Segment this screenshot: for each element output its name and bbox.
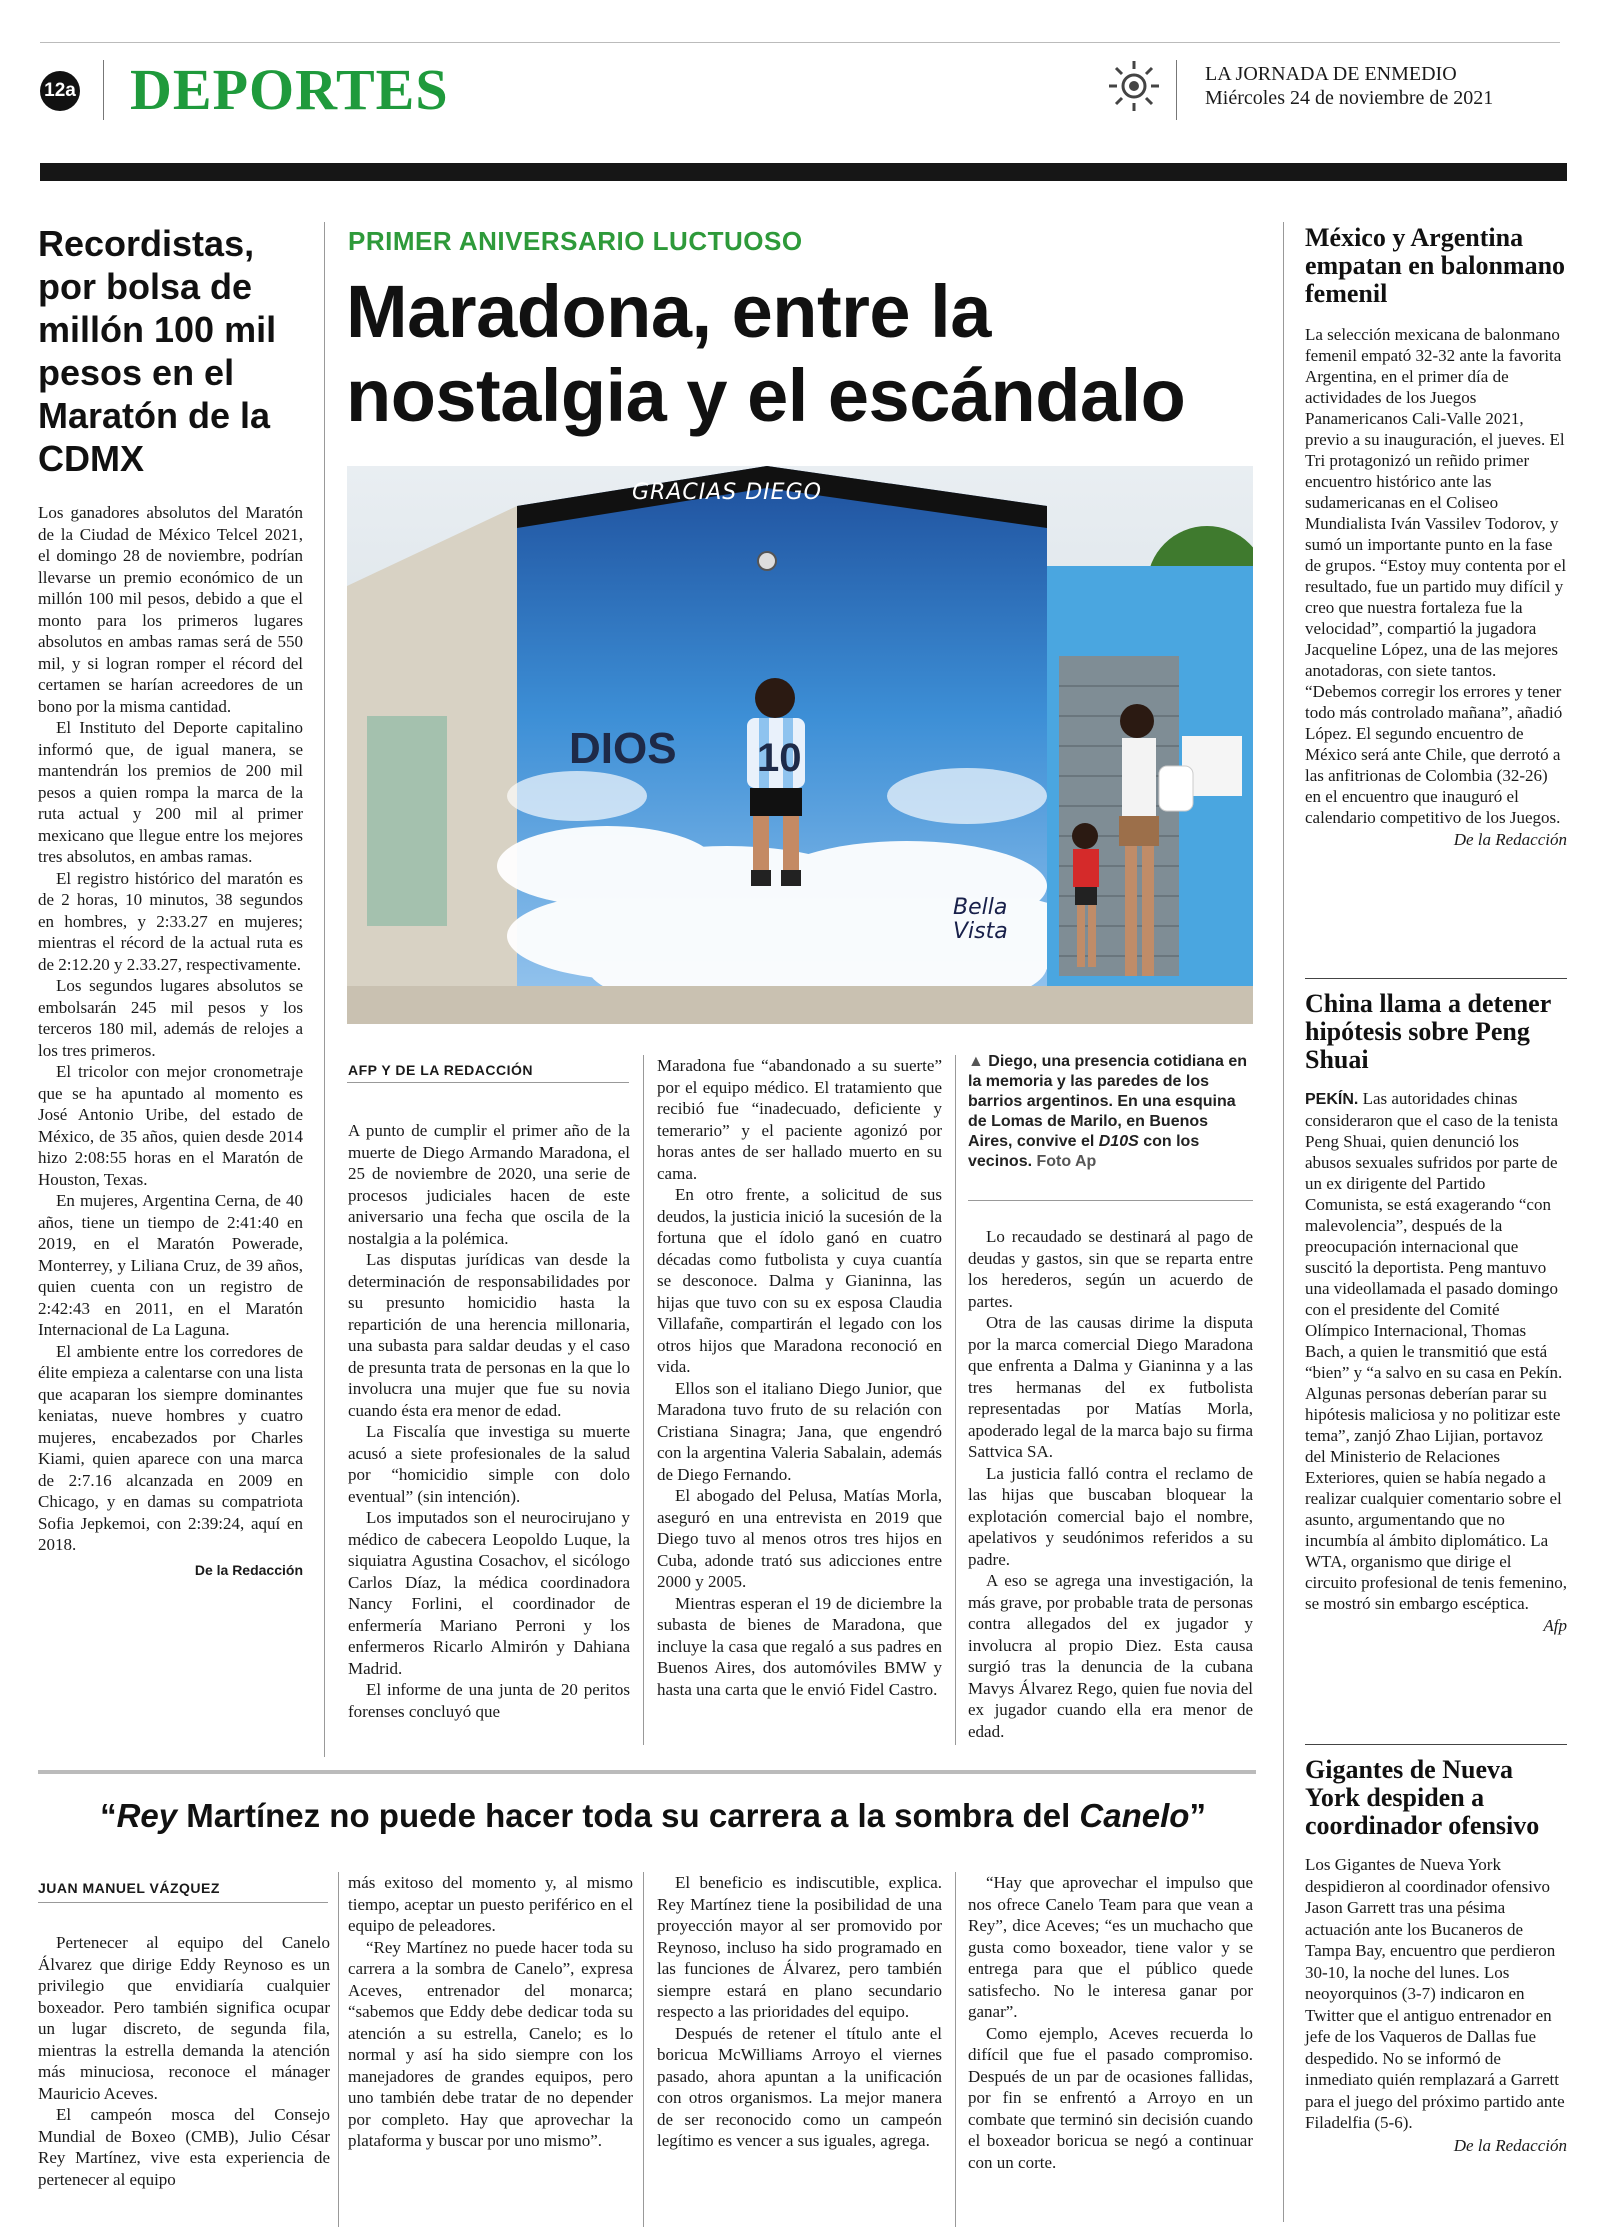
paragraph: Como ejemplo, Aceves recuerda lo difícil que fue el pasado compromiso. Después de un par de ocasiones fallidas, por fin se enfrentó a Arroyo en un combate que terminó sin decisión cuando el boxeador boricua se negó a continuar con un corte.	[968, 2023, 1253, 2172]
photo-caption	[968, 1052, 1253, 1172]
caption-tail: con los vecinos.	[968, 1133, 1200, 1170]
side-signature: Afp	[1543, 1616, 1567, 1635]
paragraph: En mujeres, Argentina Cerna, de 40 años, tiene un tiempo de 2:41:40 en 2019, en el Maratón Powerade, Monterrey, y Liliana Cruz, de 39 años, quien cuenta con un registro de 2:42:43 en 2011, en el Maratón Internacional de La Laguna.	[38, 1191, 303, 1339]
publication-name: LA JORNADA DE ENMEDIO	[1205, 63, 1457, 85]
mural-text-dios: DIOS	[569, 724, 677, 773]
paragraph: Lo recaudado se destinará al pago de deudas y gastos, sin que se reparta entre los herederos, según un acuerdo de partes.	[968, 1227, 1253, 1311]
main-col-3	[968, 1226, 1253, 1742]
caption-em: D10S	[1098, 1133, 1139, 1150]
main-headline: Maradona, entre la nostalgia y el escándalo	[346, 270, 1186, 437]
issue-date: Miércoles 24 de noviembre de 2021	[1205, 87, 1494, 109]
side-headline: Gigantes de Nueva York despiden a coordinador ofensivo	[1305, 1755, 1540, 1840]
left-article-signature: De la Redacción	[194, 1561, 303, 1578]
main-photo	[347, 466, 1253, 1024]
left-article	[38, 222, 303, 1578]
bottom-headline	[38, 1796, 1268, 1836]
paragraph: El informe de una junta de 20 peritos forenses concluyó que	[348, 1680, 630, 1721]
side-body: La selección mexicana de balonmano femenil empató 32-32 ante la favorita Argentina, en el primer día de actividades de los Juegos Panamericanos Cali-Valle 2021, previo a su inauguración, el jueves. El Tri protagonizó un reñido primer encuentro histórico ante las sudamericanas en el Coliseo Mundialista Iván Vassilev Todorov, y sumó un importante punto en la fase de grupos. “Estoy muy contenta por el resultado, fue un partido muy difícil y creo que nuestra fortaleza fue la velocidad”, compartió la jugadora Jacqueline López, una de las mejores anotadoras, con siete tantos. “Debemos corregir los errores y tener todo más controlado mañana”, añadió López. El segundo encuentro de México será ante Chile, que derrotó a las anfitrionas de Colombia (32-26) en el encuentro que inauguró el calendario competitivo de los Juegos.	[1305, 325, 1567, 827]
paragraph: A punto de cumplir el primer año de la muerte de Diego Armando Maradona, el 25 de noviembre de 2020, una serie de procesos judiciales hacen de este aniversario una fecha que oscila de la nostalgia a la polémica.	[348, 1121, 630, 1248]
headline-em-rey: Rey	[116, 1797, 178, 1834]
header-band	[40, 163, 1567, 181]
paragraph: El ambiente entre los corredores de élite empieza a calentarse con una lista que acaparan los siempre dominantes keniatas, nueve hombres y cuatro mujeres, encabezados por Charles Kiami, quien aparece con una marca de 2:7.16 alcanzada en 2009 en Chicago, y en damas su compatriota Sofia Jepkemoi, con 2:39:24, aquí en 2018.	[38, 1341, 303, 1554]
paragraph: El Instituto del Deporte capitalino informó que, de igual manera, se mantendrán los premios de 200 mil pesos a quien rompa la marca de la ruta actual y 200 mil al primer mexicano que llegue entre los mejores tres absolutos, en ambas ramas.	[38, 718, 303, 866]
paragraph: El abogado del Pelusa, Matías Morla, aseguró en una entrevista en 2019 que Diego tuvo al menos otros tres hijos en Cuba, adonde trató sus adicciones entre 2000 y 2005.	[657, 1486, 942, 1591]
main-article-credit: AFP Y DE LA REDACCIÓN	[348, 1062, 534, 1078]
bottom-author: JUAN MANUEL VÁZQUEZ	[38, 1880, 220, 1896]
left-article-body	[38, 502, 303, 1556]
paragraph: Después de retener el título ante el boricua McWilliams Arroyo el viernes pasado, ahora apuntan a la unificación con otros organismos. La mejor manera de ser reconocido como un campeón legítimo es vencer a sus iguales, agrega.	[657, 2023, 942, 2150]
side-body-text: Las autoridades chinas consideraron que el caso de la tenista Peng Shuai, quien denunció los abusos sexuales sufridos por parte de un ex dirigente del Partido Comunista, se está exagerando “con malevolencia”, después de la preocupación internacional que suscitó la deportista. Peng mantuvo una videollamada el pasado domingo con el presidente del Comité Olímpico Internacional, Thomas Bach, a quien le transmitió que está “bien” y “a salvo en su casa en Pekín. Algunas personas deberían parar su hipótesis maliciosa y no politizar este tema”, zanjó Zhao Lijian, portavoz del Ministerio de Relaciones Exteriores, quien se había negado a realizar cualquier comentario sobre el asunto, argumentando que no incumbía al ámbito diplomático. La WTA, organismo que dirige el circuito profesional de tenis femenino, se mostró sin embargo escéptica.	[1305, 1089, 1567, 1613]
dateline: PEKÍN.	[1305, 1091, 1359, 1108]
side-body: Los Gigantes de Nueva York despidieron al coordinador ofensivo Jason Garrett tras una pésima actuación ante los Bucaneros de Tampa Bay, encuentro que perdieron 30-10, la noche del lunes. Los neoyorquinos (3-7) indicaron en Twitter que el antiguo entrenador en jefe de los Vaqueros de Dallas fue despedido. No se informó de inmediato quién remplazará a Garrett para el juego del próximo partido ante Filadelfia (5-6).	[1305, 1855, 1565, 2132]
quote-open: “	[100, 1797, 117, 1834]
mural-text-corner: Bella Vista	[953, 895, 1008, 944]
paragraph: A eso se agrega una investigación, la más grave, por probable trata de personas contra allegados del ex jugador y involucra al propio Diez. Esta causa surgió tras la denuncia de la cubana Mavys Álvarez Rego, quien fue novia del ex jugador cuando ella era menor de edad.	[968, 1571, 1253, 1741]
caption-triangle-icon: ▲	[968, 1053, 984, 1070]
mural-shirt-number: 10	[757, 736, 802, 780]
bottom-col-2	[348, 1872, 633, 2152]
caption-credit: Foto Ap	[1036, 1153, 1097, 1170]
bottom-col-3	[657, 1872, 942, 2152]
bottom-col-4	[968, 1872, 1253, 2173]
side-body	[1305, 1088, 1567, 1614]
side-article-giants	[1305, 1756, 1567, 2156]
side-article-handball	[1305, 224, 1567, 850]
paragraph: Otra de las causas dirime la disputa por la marca comercial Diego Maradona que enfrenta a Dalma y Gianinna y a las tres hermanas del ex futbolista representadas por Matías Morla, apoderado legal de la marca bajo su firma Sattvica SA.	[968, 1313, 1253, 1461]
paragraph: El tricolor con mejor cronometraje que se ha apuntado al momento es José Antonio Uribe, del estado de México, de 35 años, quien desde 2014 hizo 2:08:55 horas en el Maratón de Houston, Texas.	[38, 1062, 303, 1189]
paragraph: Los segundos lugares absolutos se embolsarán 245 mil pesos y los terceros 180 mil, además de relojes a los tres primeros.	[38, 976, 303, 1060]
mural-text-top: GRACIAS DIEGO	[632, 480, 822, 505]
paragraph: “Rey Martínez no puede hacer toda su carrera a la sombra de Canelo”, expresa Aceves, entrenador del monarca; “sabemos que Eddy debe dedicar toda su atención a su estrella, Canelo; es lo normal y así ha sido siempre con los manejadores de grandes equipos, pero uno también debe tratar de no depender por completo. Hay que aprovechar la plataforma y buscar por uno mismo”.	[348, 1937, 633, 2150]
paragraph: Los imputados son el neurocirujano y médico de cabecera Leopoldo Luque, la siquiatra Agustina Cosachov, el sicólogo Carlos Díaz, la médica coordinadora Nancy Forlini, el coordinador de enfermería Mariano Perroni y los enfermeros Ricarlo Almirón y Dahiana Madrid.	[348, 1508, 630, 1678]
side-article-peng	[1305, 990, 1567, 1636]
side-headline: China llama a detener hipótesis sobre Peng Shuai	[1305, 989, 1551, 1074]
paragraph: En otro frente, a solicitud de sus deudos, la justicia inició la sucesión de la fortuna que el ídolo ganó en cuatro décadas como futbolista y cuya cuantía se desconoce. Dalma y Gianinna, las hijas que tuvo con su ex esposa Claudia Villafañe, compartirán el legado con los otros hijos que Maradona reconoció en vida.	[657, 1185, 942, 1376]
paragraph: El registro histórico del maratón es de 2 horas, 10 minutos, 38 segundos en hombres, y 2:33.27 en mujeres; mientras el récord de la actual ruta es de 2:12.20 y 2.33.27, respectivamente.	[38, 868, 303, 974]
side-headline: México y Argentina empatan en balonmano femenil	[1305, 223, 1566, 308]
left-article-headline: Recordistas, por bolsa de millón 100 mil pesos en el Maratón de la CDMX	[38, 223, 277, 479]
side-signature: De la Redacción	[1453, 830, 1567, 849]
main-col-1	[348, 1120, 630, 1722]
paragraph: más exitoso del momento y, al mismo tiempo, aceptar un puesto periférico en el equipo de peleadores.	[348, 1873, 633, 1935]
quote-close: ”	[1189, 1797, 1206, 1834]
caption-text: Diego, una presencia cotidiana en la memoria y las paredes de los barrios argentinos. En una esquina de Lomas de Marilo, en Buenos Aires, convive el	[968, 1053, 1248, 1150]
headline-mid: Martínez no puede hacer toda su carrera a la sombra del	[177, 1797, 1080, 1834]
sun-logo-icon	[1106, 58, 1162, 114]
page-number: 12a	[44, 80, 76, 101]
main-col-2	[657, 1055, 942, 1700]
paragraph: Maradona fue “abandonado a su suerte” por el equipo médico. El tratamiento que recibió fue “inadecuado, deficiente y temerario” y el paciente agonizó por horas antes de ser hallado muerto en su cama.	[657, 1056, 942, 1183]
side-signature: De la Redacción	[1453, 2135, 1567, 2155]
paragraph: El beneficio es indiscutible, explica. Rey Martínez tiene la posibilidad de una proyección mayor al ser promovido por Reynoso, incluso ha sido programado en las funciones de Álvarez, pero también siempre estará en plano secundario respecto a las prioridades del equipo.	[657, 1873, 942, 2021]
paragraph: La justicia falló contra el reclamo de las hijas que buscaban bloquear la explotación comercial bajo el nombre, apelativos y seudónimos referidos a su padre.	[968, 1463, 1253, 1569]
paragraph: La Fiscalía que investiga su muerte acusó a siete profesionales de la salud por “homicidio simple con dolo eventual” (sin intención).	[348, 1422, 630, 1506]
section-title: DEPORTES	[130, 57, 449, 122]
bottom-col-1	[38, 1932, 330, 2190]
page-number-badge	[40, 71, 80, 111]
paragraph: Pertenecer al equipo del Canelo Álvarez que dirige Eddy Reynoso es un privilegio que envidiaría cualquier boxeador. Pero también significa ocupar un lugar discreto, de segunda fila, mientras la estrella demanda la atención más minuciosa, reconoce el mánager Mauricio Aceves.	[38, 1933, 330, 2103]
paragraph: Las disputas jurídicas van desde la determinación de responsabilidades por su presunto homicidio hasta la repartición de una herencia millonaria, una subasta para saldar deudas y el caso de presunta trata de personas en la que lo involucra una mujer que fue su novia cuando ésta era menor de edad.	[348, 1250, 630, 1420]
paragraph: Los ganadores absolutos del Maratón de la Ciudad de México Telcel 2021, el domingo 28 de noviembre, podrían llevarse un premio económico de un millón 100 mil pesos, debido a que el monto para los primeros lugares absolutos en ambas ramas será de 550 mil, y si logran romper el récord del certamen se harían acreedores de un bono por la misma cantidad.	[38, 503, 303, 716]
paragraph: El campeón mosca del Consejo Mundial de Boxeo (CMB), Julio César Rey Martínez, vive esta experiencia de pertenecer al equipo	[38, 2105, 330, 2189]
kicker: PRIMER ANIVERSARIO LUCTUOSO	[348, 226, 803, 256]
paragraph: Ellos son el italiano Diego Junior, que Maradona tuvo fruto de su relación con Cristiana Sinagra; Jana, que engendró con la argentina Valeria Sabalain, además de Diego Fernando.	[657, 1378, 942, 1484]
bottom-article-top-rule	[38, 1770, 1256, 1774]
paragraph: “Hay que aprovechar el impulso que nos ofrece Canelo Team para que vean a Rey”, dice Aceves; “es un muchacho que gusta como boxeador, tiene valor y se entrega para que el público quede satisfecho. No le interesa ganar por ganar”.	[968, 1873, 1253, 2021]
headline-em-canelo: Canelo	[1079, 1797, 1190, 1834]
paragraph: Mientras esperan el 19 de diciembre la subasta de bienes de Maradona, que incluye la casa que regaló a sus padres en Buenos Aires, dos automóviles BMW y hasta una carta que le envió Fidel Castro.	[657, 1593, 942, 1699]
